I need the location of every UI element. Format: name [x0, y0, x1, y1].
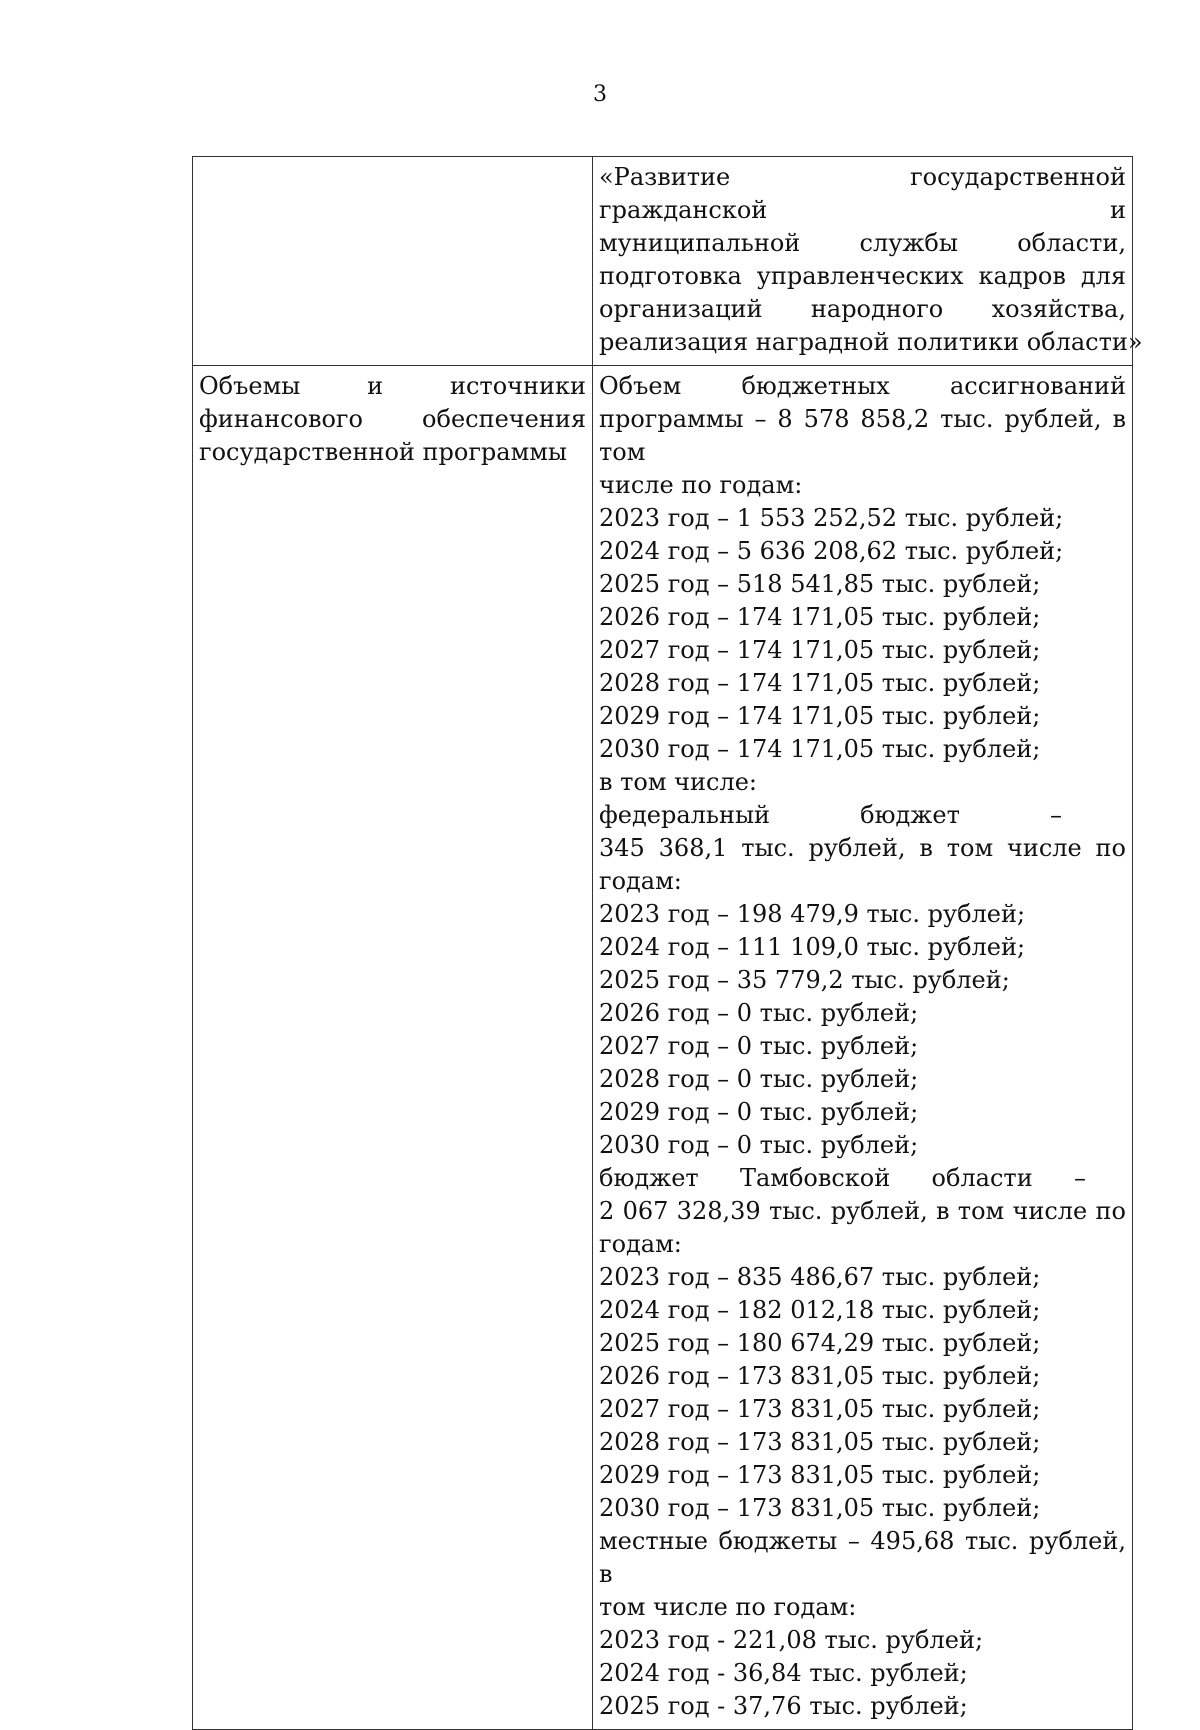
including-label: в том числе: [599, 768, 758, 796]
regional-year-line: 2023 год – 835 486,67 тыс. рублей; [599, 1263, 1041, 1291]
total-year-line: 2028 год – 174 171,05 тыс. рублей; [599, 669, 1041, 697]
cell-empty-label [193, 157, 593, 366]
federal-year-line: 2030 год – 0 тыс. рублей; [599, 1131, 919, 1159]
total-year-line: 2023 год – 1 553 252,52 тыс. рублей; [599, 504, 1064, 532]
federal-budget-line: 345 368,1 тыс. рублей, в том числе по [599, 834, 1126, 862]
federal-budget-line: годам: [599, 867, 682, 895]
funding-intro-line: Объем бюджетных ассигнований [599, 372, 1126, 400]
cell-funding-details [593, 366, 1133, 1730]
funding-label-line: Объемы и источники [199, 372, 586, 400]
federal-year-line: 2029 год – 0 тыс. рублей; [599, 1098, 919, 1126]
regional-budget-line: 2 067 328,39 тыс. рублей, в том числе по [599, 1197, 1126, 1225]
total-year-line: 2026 год – 174 171,05 тыс. рублей; [599, 603, 1041, 631]
funding-intro-line: программы – 8 578 858,2 тыс. рублей, в том [599, 405, 1126, 466]
regional-year-line: 2027 год – 173 831,05 тыс. рублей; [599, 1395, 1041, 1423]
local-year-line: 2024 год - 36,84 тыс. рублей; [599, 1659, 968, 1687]
regional-year-line: 2030 год – 173 831,05 тыс. рублей; [599, 1494, 1041, 1522]
table-row-funding [193, 366, 1133, 1730]
local-budget-line: том числе по годам: [599, 1593, 857, 1621]
total-year-line: 2025 год – 518 541,85 тыс. рублей; [599, 570, 1041, 598]
total-year-line: 2024 год – 5 636 208,62 тыс. рублей; [599, 537, 1064, 565]
regional-year-line: 2025 год – 180 674,29 тыс. рублей; [599, 1329, 1041, 1357]
federal-budget-line: федеральный бюджет – [599, 801, 1062, 829]
funding-label-line: государственной программы [199, 438, 568, 466]
program-name-line: реализация наградной политики области» [599, 328, 1143, 356]
program-passport-table [192, 156, 1143, 1730]
local-year-line: 2023 год - 221,08 тыс. рублей; [599, 1626, 984, 1654]
program-name-line: организаций народного хозяйства, [599, 295, 1126, 323]
total-year-line: 2027 год – 174 171,05 тыс. рублей; [599, 636, 1041, 664]
federal-year-line: 2025 год – 35 779,2 тыс. рублей; [599, 966, 1010, 994]
regional-year-line: 2026 год – 173 831,05 тыс. рублей; [599, 1362, 1041, 1390]
local-budget-line: местные бюджеты – 495,68 тыс. рублей, в [599, 1527, 1126, 1588]
federal-year-line: 2026 год – 0 тыс. рублей; [599, 999, 919, 1027]
cell-funding-label [193, 366, 593, 1730]
federal-year-line: 2028 год – 0 тыс. рублей; [599, 1065, 919, 1093]
federal-year-line: 2027 год – 0 тыс. рублей; [599, 1032, 919, 1060]
federal-year-line: 2024 год – 111 109,0 тыс. рублей; [599, 933, 1026, 961]
program-name-line: муниципальной службы области, [599, 229, 1126, 257]
cell-program-name [593, 157, 1143, 366]
funding-intro-line: числе по годам: [599, 471, 803, 499]
regional-year-line: 2024 год – 182 012,18 тыс. рублей; [599, 1296, 1041, 1324]
regional-budget-line: годам: [599, 1230, 682, 1258]
total-year-line: 2030 год – 174 171,05 тыс. рублей; [599, 735, 1041, 763]
federal-year-line: 2023 год – 198 479,9 тыс. рублей; [599, 900, 1026, 928]
program-name-line: подготовка управленческих кадров для [599, 262, 1126, 290]
page-number: 3 [593, 82, 607, 107]
regional-year-line: 2028 год – 173 831,05 тыс. рублей; [599, 1428, 1041, 1456]
local-year-line: 2025 год - 37,76 тыс. рублей; [599, 1692, 968, 1720]
program-name-line: «Развитие государственной гражданской и [599, 163, 1126, 224]
regional-budget-line: бюджет Тамбовской области – [599, 1164, 1086, 1192]
table-row-program-name [193, 157, 1133, 366]
funding-label-line: финансового обеспечения [199, 405, 586, 433]
total-year-line: 2029 год – 174 171,05 тыс. рублей; [599, 702, 1041, 730]
regional-year-line: 2029 год – 173 831,05 тыс. рублей; [599, 1461, 1041, 1489]
